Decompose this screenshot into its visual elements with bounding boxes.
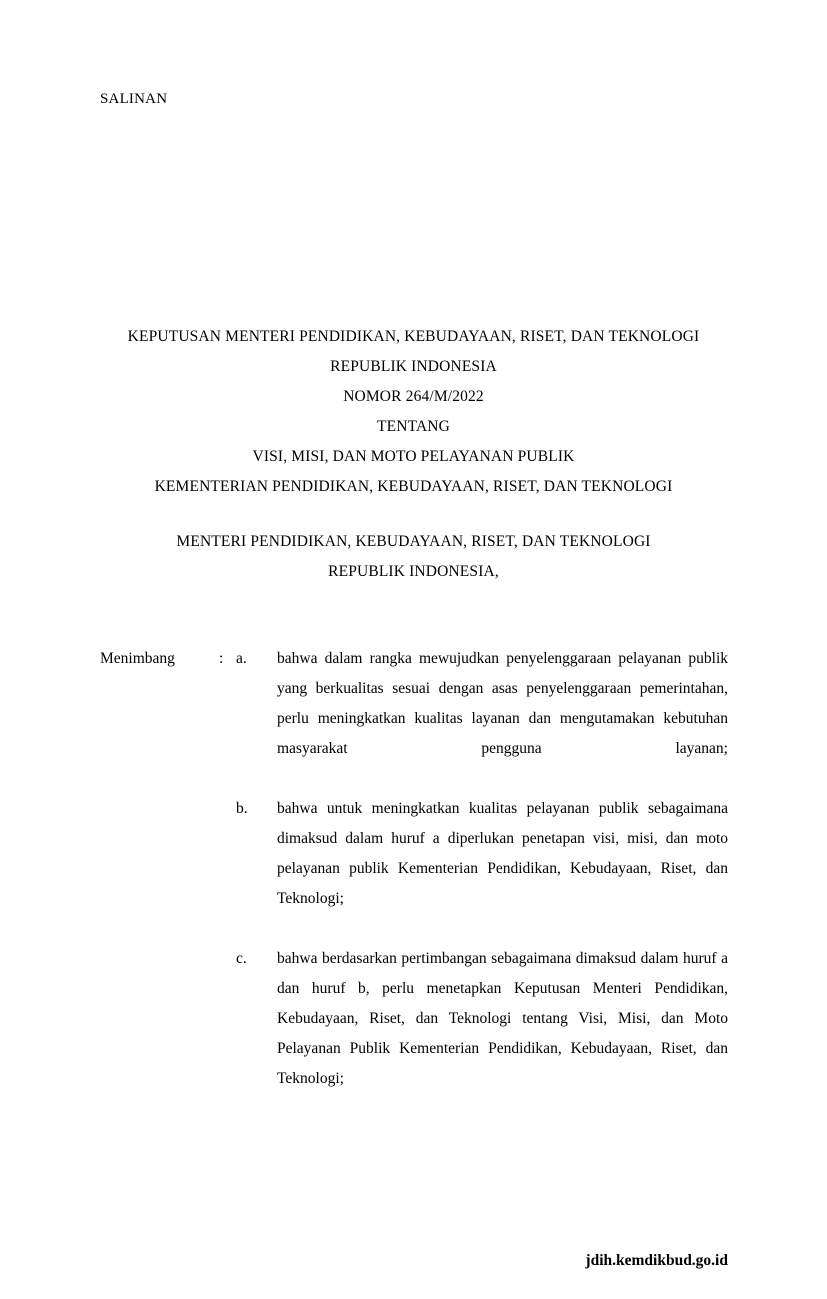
decree-number: NOMOR 264/M/2022 — [343, 388, 484, 405]
consideration-item-a — [0, 644, 827, 794]
document-title-block — [60, 322, 767, 502]
consideration-item-c — [0, 944, 827, 1124]
signatory-block — [60, 527, 767, 587]
title-line-1: KEPUTUSAN MENTERI PENDIDIKAN, KEBUDAYAAN, RISET, DAN TEKNOLOGI — [127, 328, 700, 345]
consideration-text-c: bahwa berdasarkan pertimbangan sebagaimana dimaksud dalam huruf a dan huruf b, perlu menetapkan Keputusan Menteri Pendidikan, Kebudayaan, Riset, dan Teknologi tentang Visi, Misi, dan Moto Pelayanan Publik Kementerian Pendidikan, Kebudayaan, Riset, dan Teknologi; — [277, 950, 728, 1087]
signatory-line-2: REPUBLIK INDONESIA, — [328, 563, 499, 580]
consideration-letter-c: c. — [236, 950, 247, 967]
consideration-text-a: bahwa dalam rangka mewujudkan penyelenggaraan pelayanan publik yang berkualitas sesuai dengan asas penyelenggaraan pemerintahan, perlu meningkatkan kualitas layanan dan mengutamakan kebutuhan masyarakat pengguna layanan; — [277, 650, 728, 757]
consideration-letter-a: a. — [236, 650, 247, 667]
considerations-label: Menimbang — [100, 650, 175, 667]
title-line-2: REPUBLIK INDONESIA — [330, 358, 497, 375]
footer-watermark: jdih.kemdikbud.go.id — [585, 1252, 728, 1269]
salinan-stamp: SALINAN — [100, 91, 168, 107]
considerations-section — [0, 644, 827, 1124]
title-subject-line-2: KEMENTERIAN PENDIDIKAN, KEBUDAYAAN, RISET, DAN TEKNOLOGI — [154, 478, 673, 495]
title-line-tentang: TENTANG — [377, 418, 450, 435]
consideration-letter-b: b. — [236, 800, 248, 817]
consideration-item-b — [0, 794, 827, 944]
signatory-line-1: MENTERI PENDIDIKAN, KEBUDAYAAN, RISET, DAN TEKNOLOGI — [176, 533, 651, 550]
title-subject-line-1: VISI, MISI, DAN MOTO PELAYANAN PUBLIK — [252, 448, 575, 465]
considerations-colon: : — [219, 650, 224, 667]
consideration-text-b: bahwa untuk meningkatkan kualitas pelayanan publik sebagaimana dimaksud dalam huruf a diperlukan penetapan visi, misi, dan moto pelayanan publik Kementerian Pendidikan, Kebudayaan, Riset, dan Teknologi; — [277, 800, 728, 907]
